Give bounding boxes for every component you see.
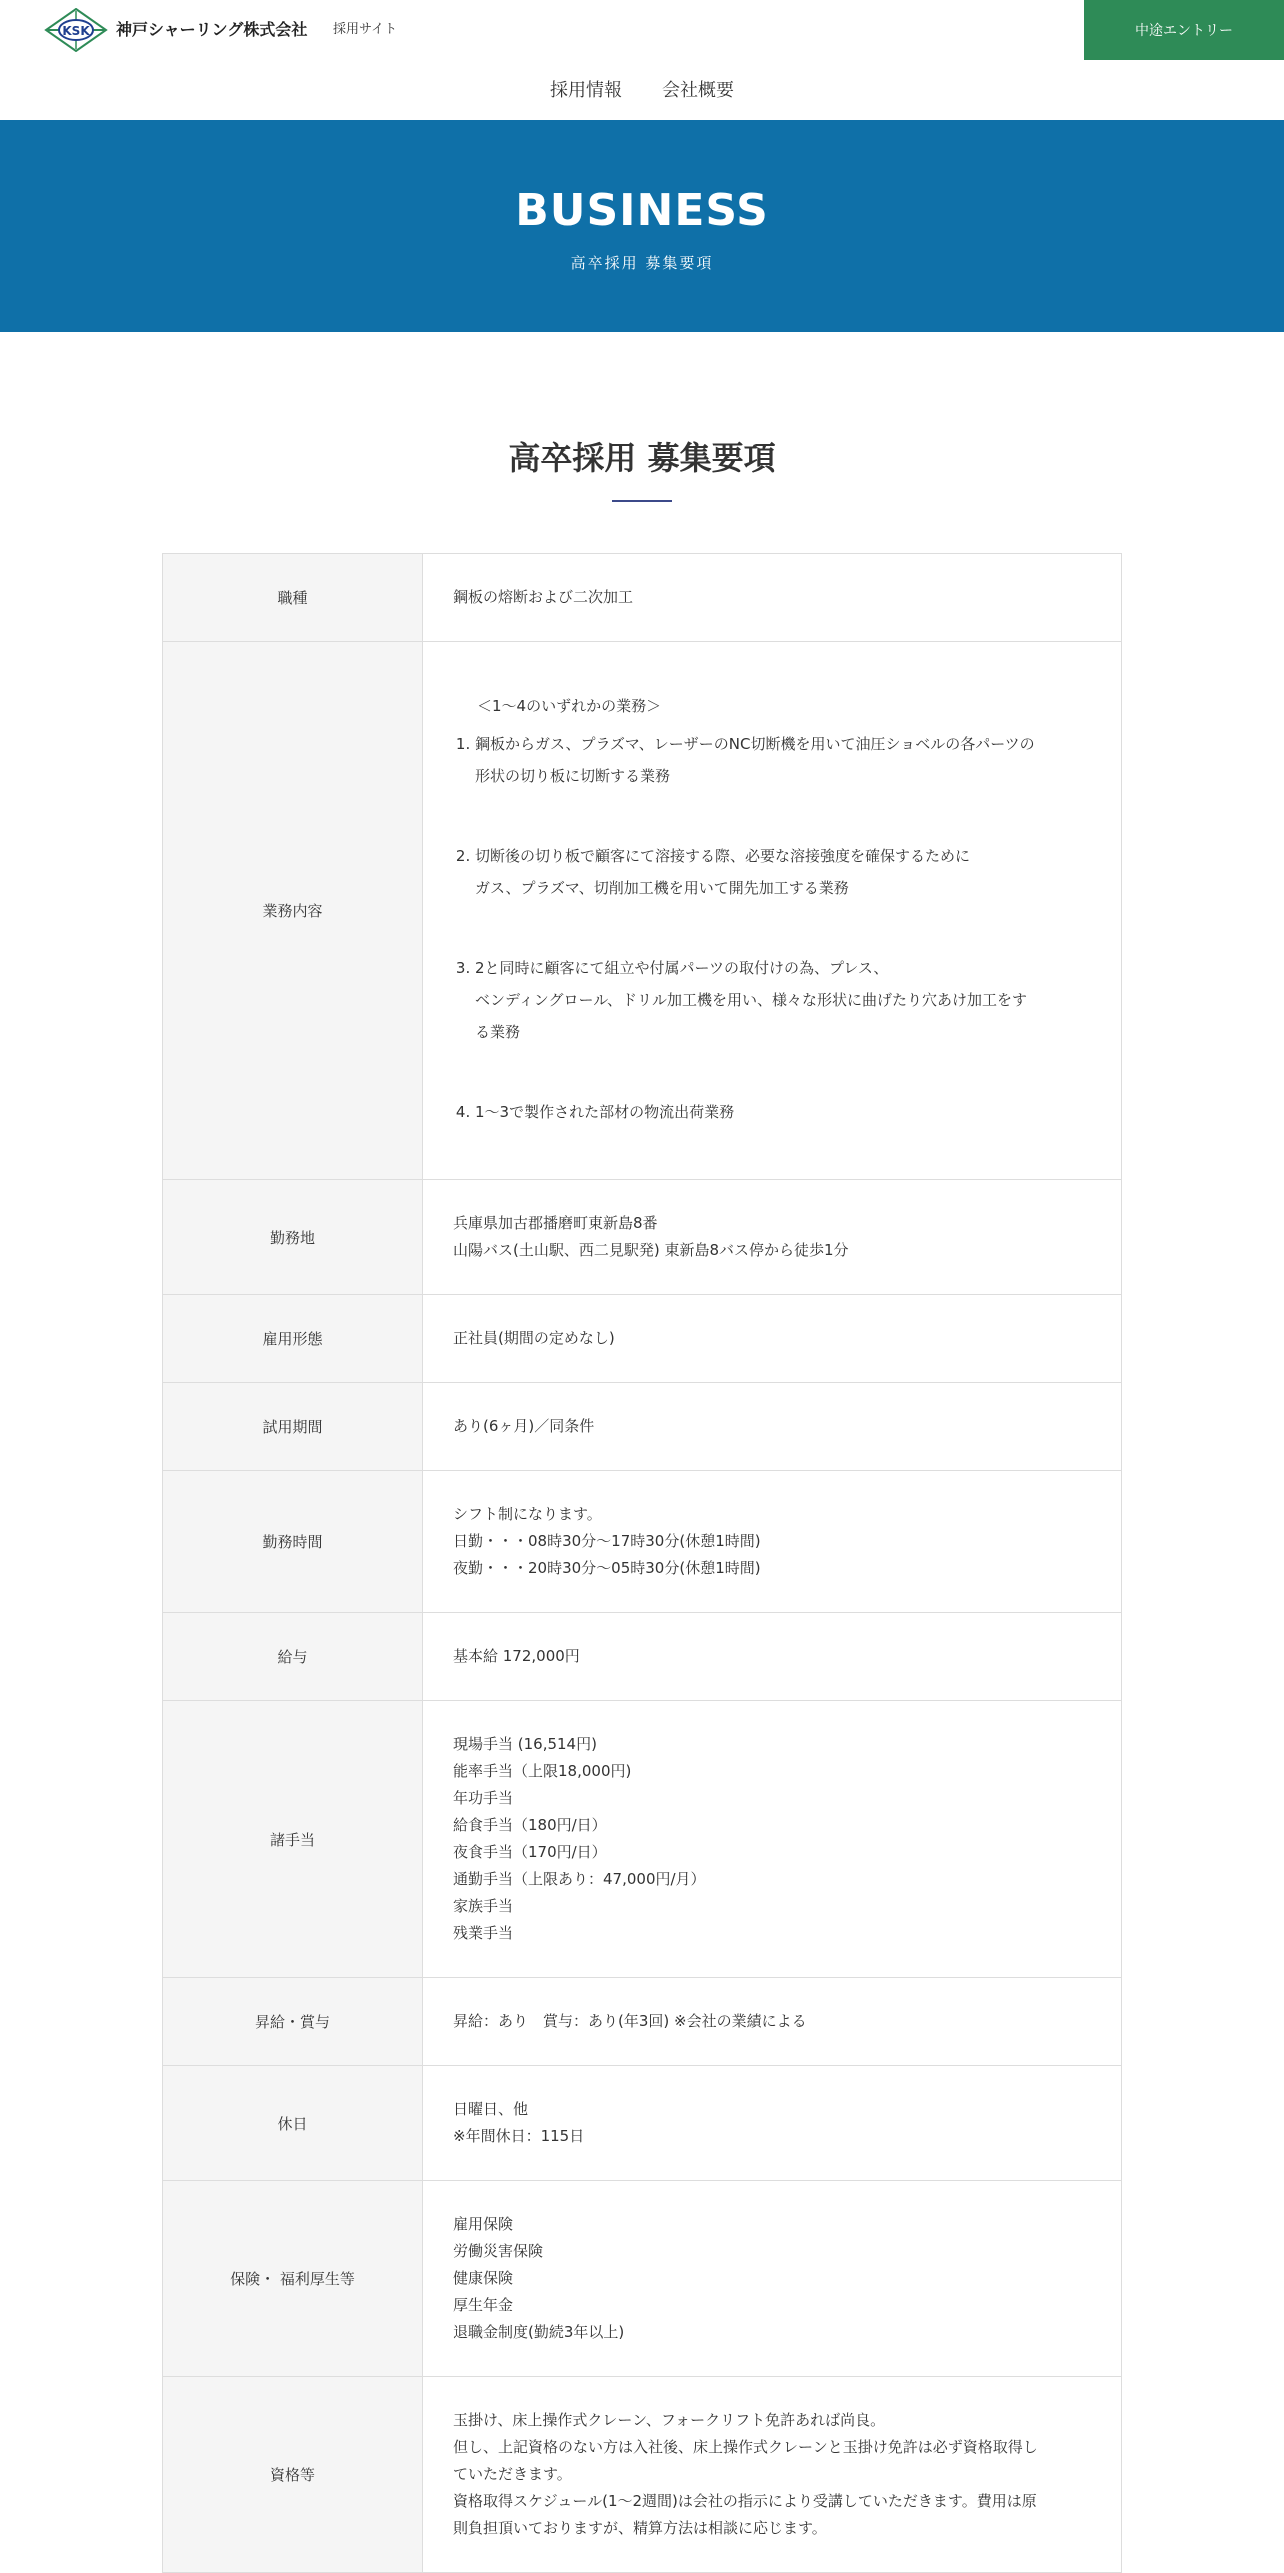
svg-text:KSK: KSK [62,24,90,38]
duties-list [453,728,1091,1128]
duties-intro: ＜1～4のいずれかの業務＞ [477,697,662,715]
table-row [163,642,1122,1180]
table-row [163,554,1122,642]
row-value-hours: シフト制になります。 日勤・・・08時30分～17時30分(休憩1時間) 夜勤・・・20時30分～05時30分(休憩1時間) [423,1471,1122,1613]
list-item: 3. 2と同時に顧客にて組立や付属パーツの取付けの為、プレス、 ベンディングロール、ドリル加工機を用い、様々な形状に曲げたり穴あけ加工をす る業務 [475,952,1091,1048]
table-row [163,1471,1122,1613]
nav-company-overview[interactable]: 会社概要 [662,80,734,101]
list-item: 1. 鋼板からガス、プラズマ、レーザーのNC切断機を用いて油圧ショベルの各パーツの 形状の切り板に切断する業務 [475,728,1091,792]
row-value-duties [423,642,1122,1180]
ksk-logo-icon[interactable] [44,8,108,52]
row-label-holidays: 休日 [163,2066,423,2181]
row-label-allowances: 諸手当 [163,1701,423,1978]
row-label-hours: 勤務時間 [163,1471,423,1613]
table-row [163,1180,1122,1295]
table-row [163,2066,1122,2181]
row-value-job-type: 鋼板の熔断および二次加工 [423,554,1122,642]
row-value-raise: 昇給：あり 賞与：あり(年3回) ※会社の業績による [423,1978,1122,2066]
mid-career-entry-button[interactable]: 中途エントリー [1084,0,1284,60]
table-row [163,2181,1122,2377]
table-row [163,1295,1122,1383]
row-value-location: 兵庫県加古郡播磨町東新島8番 山陽バス(土山駅、西二見駅発) 東新島8バス停から徒歩1分 [423,1180,1122,1295]
row-label-job-type: 職種 [163,554,423,642]
table-row [163,1613,1122,1701]
section-title: 高卒採用 募集要項 [508,439,776,477]
hero-subtitle: 高卒採用 募集要項 [570,254,714,272]
row-value-employment: 正社員(期間の定めなし) [423,1295,1122,1383]
row-value-salary: 基本給 172,000円 [423,1613,1122,1701]
hero-title: BUSINESS [515,185,769,236]
row-value-qualifications: 玉掛け、床上操作式クレーン、フォークリフト免許あれば尚良。 但し、上記資格のない方は入社後、床上操作式クレーンと玉掛け免許は必ず資格取得し ていただきます。 資格取得スケジュール(1～2週間)は会社の指示により受講していただきます。費用は原 則負担頂いておりますが、精算方法は相談に応じます。 [423,2377,1122,2573]
hero-banner [0,120,1284,332]
site-header [0,0,1284,120]
row-label-employment: 雇用形態 [163,1295,423,1383]
table-row [163,1978,1122,2066]
row-label-location: 勤務地 [163,1180,423,1295]
row-label-trial: 試用期間 [163,1383,423,1471]
table-row [163,2377,1122,2573]
row-value-trial: あり(6ヶ月)／同条件 [423,1383,1122,1471]
row-label-insurance: 保険・ 福利厚生等 [163,2181,423,2377]
company-name[interactable]: 神戸シャーリング株式会社 [116,20,308,39]
row-label-raise: 昇給・賞与 [163,1978,423,2066]
row-value-holidays: 日曜日、他 ※年間休日：115日 [423,2066,1122,2181]
title-underline [612,500,672,502]
list-item: 2. 切断後の切り板で顧客にて溶接する際、必要な溶接強度を確保するために ガス、プラズマ、切削加工機を用いて開先加工する業務 [475,840,1091,904]
row-value-insurance: 雇用保険 労働災害保険 健康保険 厚生年金 退職金制度(勤続3年以上) [423,2181,1122,2377]
nav-recruit-info[interactable]: 採用情報 [550,80,622,101]
site-label: 採用サイト [333,22,398,37]
list-item: 4. 1～3で製作された部材の物流出荷業務 [475,1096,1091,1128]
row-label-duties: 業務内容 [163,642,423,1180]
row-value-allowances: 現場手当 (16,514円) 能率手当（上限18,000円) 年功手当 給食手当（180円/日） 夜食手当（170円/日） 通勤手当（上限あり：47,000円/月） 家族手当 残業手当 [423,1701,1122,1978]
table-row [163,1701,1122,1978]
row-label-qualifications: 資格等 [163,2377,423,2573]
row-label-salary: 給与 [163,1613,423,1701]
global-nav [0,78,1284,104]
table-row [163,1383,1122,1471]
requirements-table [162,553,1122,2573]
